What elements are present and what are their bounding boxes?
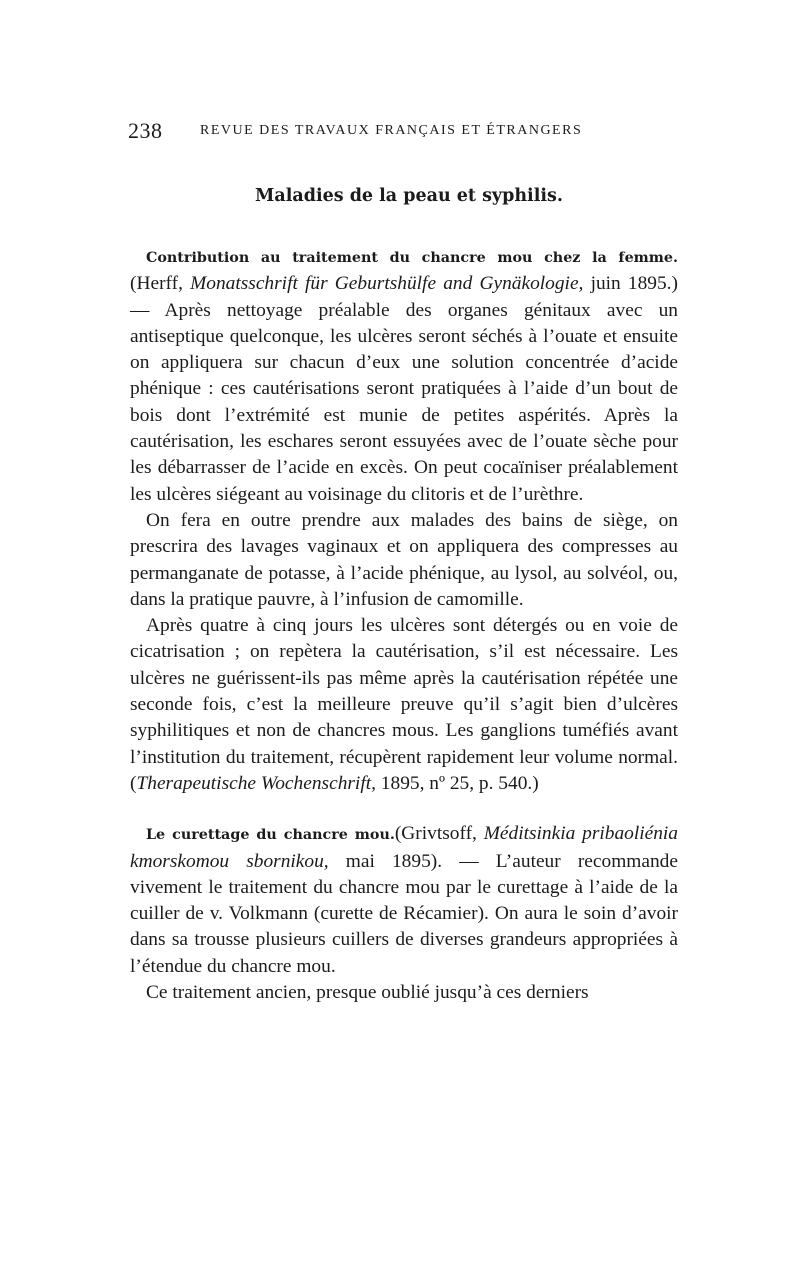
- article-1-paragraph-3-end: 1895, nº 25, p. 540.): [375, 772, 539, 794]
- article-1-paragraph-3-journal: Therapeutische Wochenschrift,: [136, 772, 376, 794]
- article-1-paragraph-1: [130, 244, 678, 508]
- page-number: 238: [128, 118, 163, 143]
- article-2-paragraph-1: [130, 821, 678, 980]
- article-2-citation-journal: Méditsinkia pribaoliénia kmorskomou sbornikou,: [130, 823, 678, 872]
- article-2-paragraph-1-text: — L’auteur recommande vivement le traitement du chancre mou par le curettage à l’aide de la cuiller de v. Volkmann (curette de Récamier). On aura le soin d’avoir dans sa trousse plusieurs cuillers de diverses grandeurs appropriées à l’étendue du chancre mou.: [130, 850, 678, 977]
- article-1-citation-open: (Herff,: [130, 273, 191, 295]
- article-2-paragraph-2: Ce traitement ancien, presque oublié jusqu’à ces derniers: [146, 982, 589, 1004]
- article-2-title: Le curettage du chancre mou.: [146, 827, 395, 844]
- running-title: REVUE DES TRAVAUX FRANÇAIS ET ÉTRANGERS: [200, 123, 583, 138]
- article-1-citation-journal: Monatsschrift für Geburtshülfe and Gynäkologie,: [190, 273, 584, 295]
- running-head: [128, 118, 680, 146]
- article-2-citation-open: (Grivtsoff,: [394, 823, 484, 845]
- article-1-paragraph-3: [130, 613, 678, 797]
- body-text: [130, 244, 678, 1006]
- article-1-title: Contribution au traitement du chancre mou chez la femme.: [146, 250, 678, 266]
- article-2-citation-rest: mai 1895).: [328, 850, 443, 872]
- section-title: Maladies de la peau et syphilis.: [255, 186, 563, 206]
- article-1-paragraph-1-text: — Après nettoyage préalable des organes génitaux avec un antiseptique quelconque, les ulcères seront séchés à l’ouate et ensuite on appliquera sur chacun d’eux une solution concentrée d’acide phénique : ces cautérisations seront pratiquées à l’aide d’un bout de bois dont l’extrémité est munie de petites aspérités. Après la cautérisation, les eschares seront essuyées avec de l’ouate sèche pour les débarrasser de l’acide en excès. On peut cocaïniser préalablement les ulcères siégeant au voisinage du clitoris et de l’urèthre.: [130, 299, 678, 505]
- article-1-citation-rest: juin 1895.): [583, 273, 678, 295]
- article-1-paragraph-3-text: Après quatre à cinq jours les ulcères sont détergés ou en voie de cicatrisation ; on repètera la cautérisation, s’il est nécessaire. Les ulcères ne guérissent-ils pas même après la cautérisation répétée une seconde fois, c’est la meilleure preuve qu’il s’agit bien d’ulcères syphilitiques et non de chancres mous. Les ganglions tuméfiés avant l’institution du traitement, récupèrent rapidement leur volume normal. (: [130, 615, 678, 794]
- article-1-paragraph-2: On fera en outre prendre aux malades des bains de siège, on prescrira des lavages vaginaux et on appliquera des compresses au permanganate de potasse, à l’acide phénique, au lysol, au solvéol, ou, dans la pratique pauvre, à l’infusion de camomille.: [130, 509, 678, 610]
